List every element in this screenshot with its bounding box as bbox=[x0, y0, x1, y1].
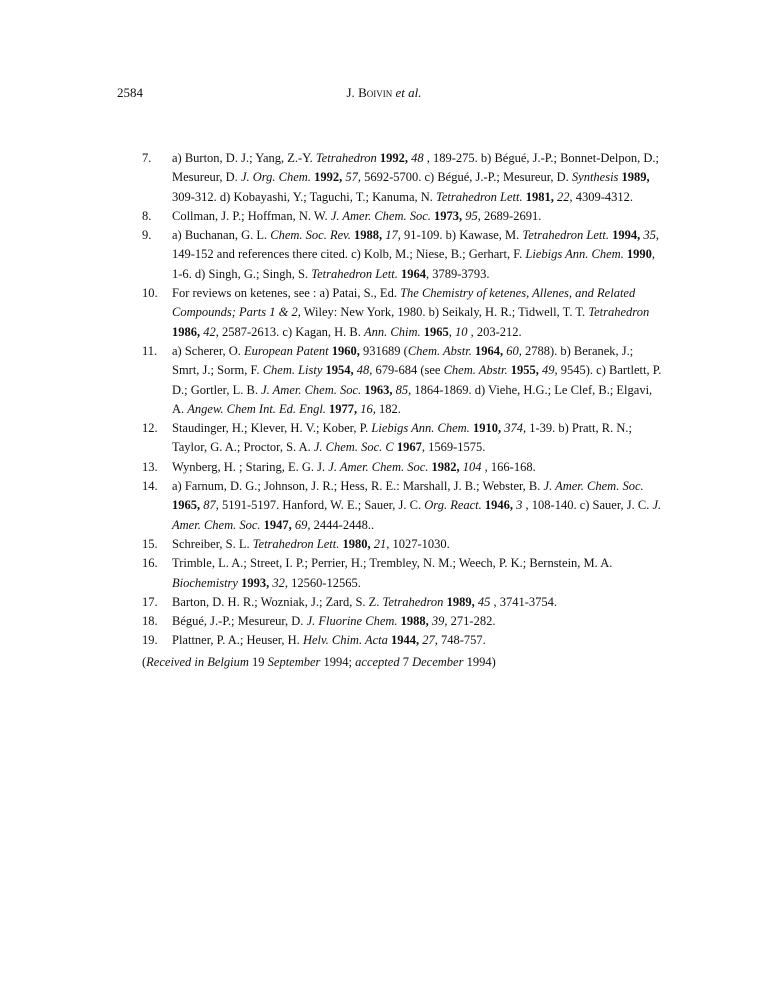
reference-number: 9. bbox=[142, 228, 152, 243]
reference-text: Trimble, L. A.; Street, I. P.; Perrier, H.; Trembley, N. M.; Weech, P. K.; Bernstein, M. A. Biochemistry 1993, 32, 12560-12565. bbox=[172, 556, 613, 590]
running-head-suffix: et al. bbox=[392, 85, 422, 100]
reference-item bbox=[142, 554, 662, 593]
reference-text: Wynberg, H. ; Staring, E. G. J. J. Amer. Chem. Soc. 1982, 104 , 166-168. bbox=[172, 459, 536, 474]
reference-item bbox=[142, 419, 662, 458]
reference-text: For reviews on ketenes, see : a) Patai, S., Ed. The Chemistry of ketenes, Allenes, and Related Compounds; Parts 1 & 2, Wiley: New York, 1980. b) Seikaly, H. R.; Tidwell, T. T. Tetrahedron 1986, 42, 2587-2613. c) Kagan, H. B. Ann. Chim. 1965, 10 , 203-212. bbox=[172, 286, 650, 339]
reference-item bbox=[142, 593, 662, 612]
reference-number: 14. bbox=[142, 479, 158, 494]
reference-item bbox=[142, 458, 662, 477]
reference-number: 13. bbox=[142, 459, 158, 474]
reference-number: 18. bbox=[142, 614, 158, 629]
reference-item bbox=[142, 207, 662, 226]
reference-text: a) Scherer, O. European Patent 1960, 931689 (Chem. Abstr. 1964, 60, 2788). b) Beranek, J.; Smrt, J.; Sorm, F. Chem. Listy 1954, 48, 679-684 (see Chem. Abstr. 1955, 49, 9545). c) Bartlett, P. D.; Gortler, L. B. J. Amer. Chem. Soc. 1963, 85, 1864-1869. d) Viehe, H.G.; Le Clef, B.; Elgavi, A. Angew. Chem Int. Ed. Engl. 1977, 16, 182. bbox=[172, 343, 662, 416]
reference-text: Bégué, J.-P.; Mesureur, D. J. Fluorine Chem. 1988, 39, 271-282. bbox=[172, 614, 496, 629]
running-head-prefix: J. bbox=[346, 85, 359, 100]
reference-item bbox=[142, 612, 662, 631]
reference-text: a) Farnum, D. G.; Johnson, J. R.; Hess, R. E.: Marshall, J. B.; Webster, B. J. Amer. Chem. Soc. 1965, 87, 5191-5197. Hanford, W. E.; Sauer, J. C. Org. React. 1946, 3 , 108-140. c) Sauer, J. C. J. Amer. Chem. Soc. 1947, 69, 2444-2448.. bbox=[172, 479, 662, 532]
reference-item bbox=[142, 226, 662, 284]
received-dates: (Received in Belgium 19 September 1994; accepted 7 December 1994) bbox=[142, 655, 496, 669]
reference-number: 12. bbox=[142, 421, 158, 436]
reference-number: 19. bbox=[142, 633, 158, 648]
reference-number: 15. bbox=[142, 536, 158, 551]
reference-number: 8. bbox=[142, 208, 152, 223]
reference-text: Collman, J. P.; Hoffman, N. W. J. Amer. Chem. Soc. 1973, 95, 2689-2691. bbox=[172, 208, 542, 223]
reference-text: a) Burton, D. J.; Yang, Z.-Y. Tetrahedron 1992, 48 , 189-275. b) Bégué, J.-P.; Bonnet-Delpon, D.; Mesureur, D. J. Org. Chem. 1992, 57, 5692-5700. c) Bégué, J.-P.; Mesureur, D. Synthesis 1989, 309-312. d) Kobayashi, Y.; Taguchi, T.; Kanuma, N. Tetrahedron Lett. 1981, 22, 4309-4312. bbox=[172, 151, 660, 204]
reference-item bbox=[142, 342, 662, 419]
reference-item bbox=[142, 284, 662, 342]
running-head bbox=[0, 85, 768, 101]
reference-number: 16. bbox=[142, 556, 158, 571]
reference-text: Barton, D. H. R.; Wozniak, J.; Zard, S. Z. Tetrahedron 1989, 45 , 3741-3754. bbox=[172, 594, 557, 609]
reference-number: 7. bbox=[142, 151, 152, 165]
reference-item bbox=[142, 535, 662, 554]
page-number: 2584 bbox=[117, 85, 143, 100]
running-head-author: Boivin bbox=[358, 85, 393, 100]
reference-item bbox=[142, 477, 662, 535]
reference-list bbox=[142, 149, 662, 651]
reference-text: a) Buchanan, G. L. Chem. Soc. Rev. 1988, 17, 91-109. b) Kawase, M. Tetrahedron Lett. 1994, 35, 149-152 and references there cited. c) Kolb, M.; Niese, B.; Gerhart, F. Liebigs Ann. Chem. 1990, 1-6. d) Singh, G.; Singh, S. Tetrahedron Lett. 1964, 3789-3793. bbox=[172, 228, 659, 281]
reference-number: 11. bbox=[142, 343, 158, 358]
reference-number: 10. bbox=[142, 286, 158, 301]
reference-text: Schreiber, S. L. Tetrahedron Lett. 1980, 21, 1027-1030. bbox=[172, 536, 450, 551]
reference-number: 17. bbox=[142, 594, 158, 609]
reference-item bbox=[142, 631, 662, 650]
reference-item bbox=[142, 149, 662, 207]
reference-text: Staudinger, H.; Klever, H. V.; Kober, P. Liebigs Ann. Chem. 1910, 374, 1-39. b) Pratt, R. N.; Taylor, G. A.; Proctor, S. A. J. Chem. Soc. C 1967, 1569-1575. bbox=[172, 421, 632, 455]
reference-text: Plattner, P. A.; Heuser, H. Helv. Chim. Acta 1944, 27, 748-757. bbox=[172, 633, 486, 648]
